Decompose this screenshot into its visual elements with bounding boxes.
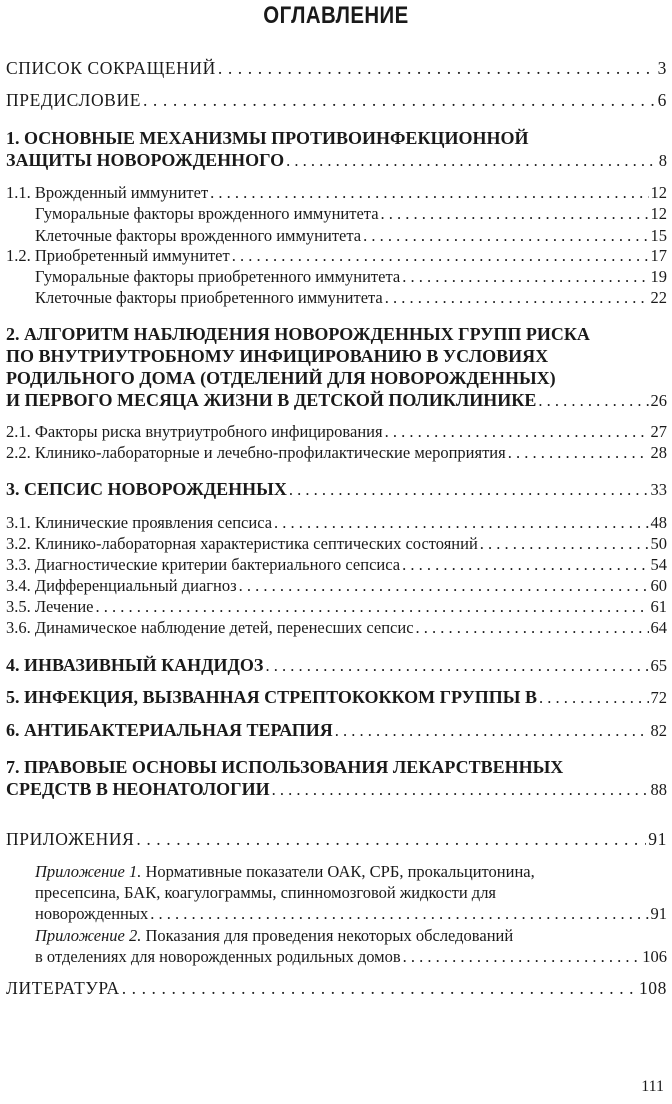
toc-entry-page: 65 [650, 656, 667, 675]
toc-chapter-6[interactable] [6, 719, 667, 742]
leader-dots [136, 829, 646, 849]
toc-entry-page: 33 [650, 480, 667, 499]
toc-entry-page: 106 [642, 947, 667, 966]
chapter-title-line: РОДИЛЬНОГО ДОМА (ОТДЕЛЕНИЙ ДЛЯ НОВОРОЖДЕННЫХ) [6, 368, 556, 388]
leader-dots [508, 443, 649, 463]
chapter-title-line: 1. ОСНОВНЫЕ МЕХАНИЗМЫ ПРОТИВОИНФЕКЦИОННОЙ [6, 128, 529, 148]
toc-entry-page: 61 [650, 597, 667, 616]
toc-entry-2-2[interactable] [6, 443, 667, 463]
toc-entry-label: Гуморальные факторы врожденного иммунитета [35, 204, 379, 223]
leader-dots [274, 513, 648, 533]
toc-entry-label: СПИСОК СОКРАЩЕНИЙ [6, 58, 216, 78]
appendix-title-line: новорожденных [35, 904, 149, 923]
leader-dots [539, 687, 649, 709]
toc-entry-page: 72 [650, 688, 667, 707]
chapter-title-line: ЗАЩИТЫ НОВОРОЖДЕННОГО [6, 150, 285, 170]
chapter-title-line: И ПЕРВОГО МЕСЯЦА ЖИЗНИ В ДЕТСКОЙ ПОЛИКЛИНИКЕ [6, 390, 537, 410]
toc-entry-3-3[interactable] [6, 555, 667, 575]
appendix-title-line: Нормативные показатели ОАК, СРБ, прокальцитонина, [141, 862, 535, 881]
toc-entry-page: 48 [650, 513, 667, 532]
leader-dots [480, 534, 649, 554]
leader-dots [416, 618, 649, 638]
chapter-title-line: 4. ИНВАЗИВНЫЙ КАНДИДОЗ [6, 655, 264, 675]
toc-entry-label: 3.4. Дифференциальный диагноз [6, 576, 237, 595]
appendix-title-line: Показания для проведения некоторых обследований [141, 926, 514, 945]
toc-entry-page: 17 [650, 246, 667, 265]
leader-dots [150, 903, 648, 924]
toc-chapter-5[interactable] [6, 686, 667, 709]
toc-entry-page: 82 [650, 721, 667, 740]
toc-entry-label: 3.2. Клинико-лабораторная характеристика септических состояний [6, 534, 478, 553]
toc-entry-page: 50 [650, 534, 667, 553]
chapter-title-line: 7. ПРАВОВЫЕ ОСНОВЫ ИСПОЛЬЗОВАНИЯ ЛЕКАРСТВЕННЫХ [6, 757, 564, 777]
toc-entry-page: 8 [658, 151, 667, 170]
toc-entry-1-2-humoral[interactable] [35, 267, 667, 287]
leader-dots [286, 150, 657, 172]
leader-dots [289, 479, 649, 501]
toc-entry-abbreviations[interactable] [6, 58, 667, 78]
toc-entry-page: 22 [650, 288, 667, 307]
toc-entry-label: 2.2. Клинико-лабораторные и лечебно-профилактические мероприятия [6, 443, 506, 462]
leader-dots [239, 576, 649, 596]
leader-dots [538, 390, 648, 412]
toc-entry-label: ПРЕДИСЛОВИЕ [6, 90, 141, 110]
page-title: ОГЛАВЛЕНИЕ [263, 2, 409, 29]
toc-entry-1-1-cellular[interactable] [35, 226, 667, 246]
leader-dots [403, 946, 641, 967]
toc-entry-page: 15 [650, 226, 667, 245]
appendix-prefix: Приложение 1. [35, 862, 142, 881]
toc-entry-literature[interactable] [6, 978, 667, 998]
toc-chapter-2[interactable] [6, 323, 667, 412]
toc-entry-3-5[interactable] [6, 597, 667, 617]
toc-chapter-4[interactable] [6, 654, 667, 677]
toc-entry-1-1-humoral[interactable] [35, 204, 667, 224]
appendix-prefix: Приложение 2. [35, 926, 142, 945]
toc-entry-label: Клеточные факторы приобретенного иммунитета [35, 288, 383, 307]
toc-entry-2-1[interactable] [6, 422, 667, 442]
leader-dots [385, 288, 649, 308]
toc-entry-3-1[interactable] [6, 513, 667, 533]
toc-entry-label: 3.1. Клинические проявления сепсиса [6, 513, 273, 532]
toc-entry-page: 6 [657, 90, 667, 110]
toc-entry-page: 64 [650, 618, 667, 637]
toc-entry-page: 19 [650, 267, 667, 286]
leader-dots [381, 204, 649, 224]
toc-entry-page: 26 [650, 391, 667, 410]
toc-entry-1-2-cellular[interactable] [35, 288, 667, 308]
toc-entry-label: 1.2. Приобретенный иммунитет [6, 246, 230, 265]
leader-dots [402, 555, 648, 575]
toc-entry-3-2[interactable] [6, 534, 667, 554]
leader-dots [335, 720, 649, 742]
toc-entry-appendix-2[interactable] [35, 925, 667, 967]
page-number: 111 [641, 1078, 664, 1095]
toc-entry-appendices[interactable] [6, 829, 667, 849]
toc-entry-page: 108 [638, 978, 667, 998]
chapter-title-line: 5. ИНФЕКЦИЯ, ВЫЗВАННАЯ СТРЕПТОКОККОМ ГРУППЫ В [6, 687, 537, 707]
leader-dots [363, 226, 648, 246]
toc-entry-page: 54 [650, 555, 667, 574]
toc-entry-page: 91 [648, 829, 667, 849]
toc-entry-3-4[interactable] [6, 576, 667, 596]
toc-entry-page: 3 [657, 58, 667, 78]
leader-dots [385, 422, 649, 442]
leader-dots [143, 90, 656, 110]
toc-entry-preface[interactable] [6, 90, 667, 110]
toc-entry-page: 28 [650, 443, 667, 462]
chapter-title-line: 2. АЛГОРИТМ НАБЛЮДЕНИЯ НОВОРОЖДЕННЫХ ГРУПП РИСКА [6, 324, 590, 344]
toc-entry-label: ПРИЛОЖЕНИЯ [6, 829, 135, 849]
toc-entry-page: 91 [650, 904, 667, 923]
chapter-title-line: СРЕДСТВ В НЕОНАТОЛОГИИ [6, 779, 270, 799]
leader-dots [122, 978, 637, 998]
toc-entry-label: Клеточные факторы врожденного иммунитета [35, 226, 362, 245]
leader-dots [402, 267, 648, 287]
toc-chapter-7[interactable] [6, 756, 667, 801]
toc-entry-1-1[interactable] [6, 183, 667, 203]
toc-chapter-3[interactable] [6, 478, 667, 501]
toc-entry-label: ЛИТЕРАТУРА [6, 978, 120, 998]
chapter-title-line: 6. АНТИБАКТЕРИАЛЬНАЯ ТЕРАПИЯ [6, 720, 333, 740]
toc-entry-appendix-1[interactable] [35, 861, 667, 924]
appendix-title-line: в отделениях для новорожденных родильных домов [35, 947, 401, 966]
chapter-title-line: 3. СЕПСИС НОВОРОЖДЕННЫХ [6, 479, 287, 499]
toc-entry-page: 88 [650, 780, 667, 799]
leader-dots [218, 58, 656, 78]
toc-chapter-1[interactable] [6, 127, 667, 172]
leader-dots [95, 597, 648, 617]
toc-entry-label: 1.1. Врожденный иммунитет [6, 183, 209, 202]
toc-entry-page: 27 [650, 422, 667, 441]
leader-dots [272, 779, 649, 801]
leader-dots [265, 655, 648, 677]
leader-dots [232, 246, 649, 266]
chapter-title-line: ПО ВНУТРИУТРОБНОМУ ИНФИЦИРОВАНИЮ В УСЛОВИЯХ [6, 346, 549, 366]
leader-dots [210, 183, 648, 203]
toc-entry-label: Гуморальные факторы приобретенного иммунитета [35, 267, 401, 286]
toc-entry-page: 12 [650, 183, 667, 202]
appendix-title-line: пресепсина, БАК, коагулограммы, спинномозговой жидкости для [35, 883, 497, 902]
toc-entry-label: 3.5. Лечение [6, 597, 94, 616]
toc-entry-page: 60 [650, 576, 667, 595]
toc-entry-label: 3.6. Динамическое наблюдение детей, перенесших сепсис [6, 618, 414, 637]
toc-entry-label: 3.3. Диагностические критерии бактериального сепсиса [6, 555, 401, 574]
toc-entry-3-6[interactable] [6, 618, 667, 638]
toc-entry-page: 12 [650, 204, 667, 223]
toc-entry-1-2[interactable] [6, 246, 667, 266]
toc-entry-label: 2.1. Факторы риска внутриутробного инфицирования [6, 422, 383, 441]
